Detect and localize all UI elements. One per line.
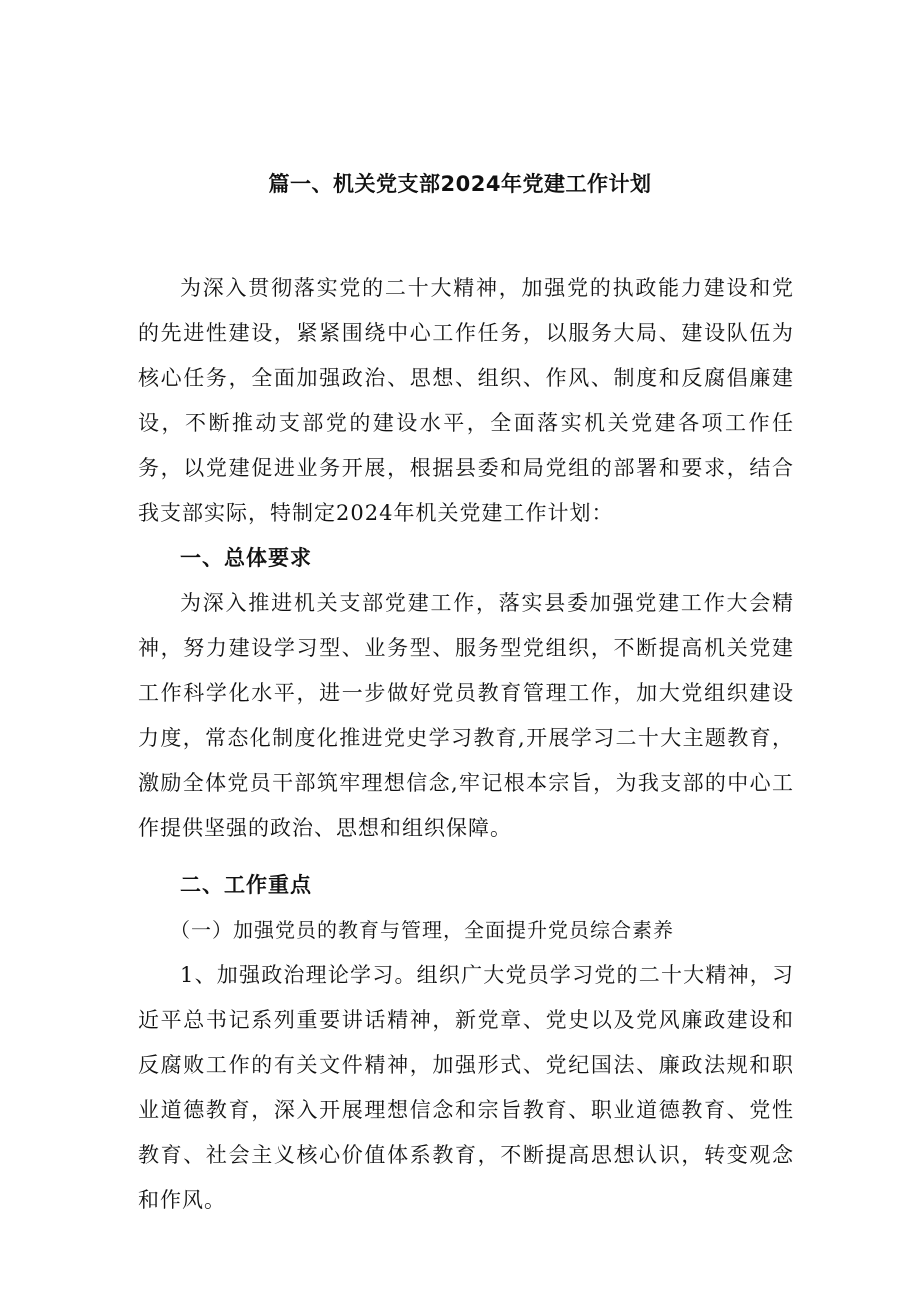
section-heading-work-focus: 二、工作重点 — [180, 873, 312, 897]
intro-paragraph: 为深入贯彻落实党的二十大精神，加强党的执政能力建设和党的先进性建设，紧紧围绕中心工作任务，以服务大局、建设队伍为核心任务，全面加强政治、思想、组织、作风、制度和反腐倡廉建设，不断推动支部党的建设水平，全面落实机关党建各项工作任务，以党建促进业务开展，根据县委和局党组的部署和要求，结合我支部实际，特制定2024年机关党建工作计划： — [138, 276, 794, 525]
section-spacer — [138, 851, 794, 863]
section-heading-general-requirements: 一、总体要求 — [180, 546, 312, 570]
item-political-theory-study: 1、加强政治理论学习。组织广大党员学习党的二十大精神，习近平总书记系列重要讲话精神，新党章、党史以及党风廉政建设和反腐败工作的有关文件精神，加强形式、党纪国法、廉政法规和职业道德教育，深入开展理想信念和宗旨教育、职业道德教育、党性教育、社会主义核心价值体系教育，不断提高思想认识，转变观念和作风。 — [138, 963, 794, 1212]
general-requirements-paragraph: 为深入推进机关支部党建工作，落实县委加强党建工作大会精神，努力建设学习型、业务型、服务型党组织，不断提高机关党建工作科学化水平，进一步做好党员教育管理工作，加大党组织建设力度，常态化制度化推进党史学习教育,开展学习二十大主题教育，激励全体党员干部筑牢理想信念,牢记根本宗旨，为我支部的中心工作提供坚强的政治、思想和组织保障。 — [138, 591, 794, 840]
document-title: 篇一、机关党支部2024年党建工作计划 — [268, 172, 652, 196]
subsection-heading-party-member-education: （一）加强党员的教育与管理，全面提升党员综合素养 — [170, 918, 674, 942]
document-body — [138, 266, 794, 1223]
